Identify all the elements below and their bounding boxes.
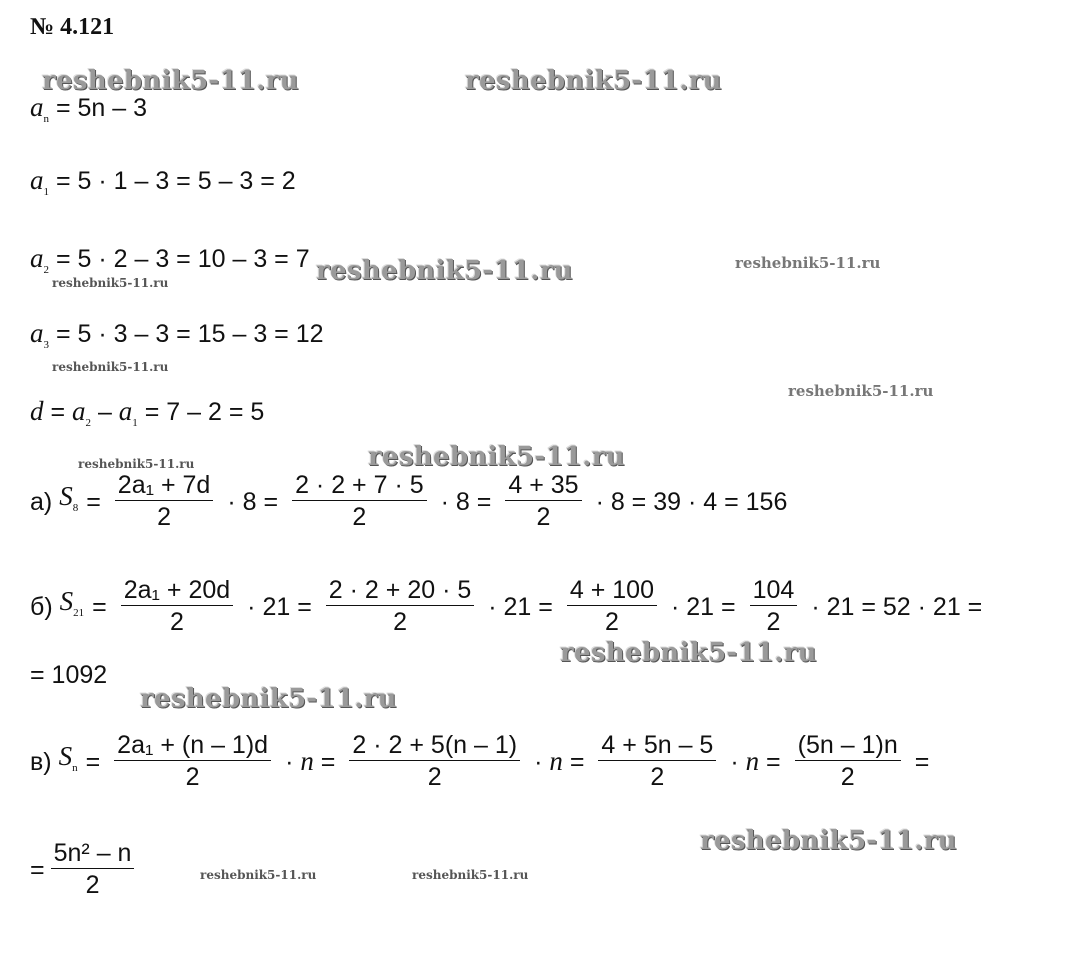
part-v-result: = $\frac{\text{5n² – n}}{2}$ <box>30 838 140 901</box>
watermark: reshebnik5-11.ru <box>200 868 317 882</box>
part-a-label: а) <box>30 487 53 516</box>
denominator: 2 <box>393 608 407 636</box>
numerator: 2a₁ + 7d <box>115 470 214 501</box>
numerator: 2 · 2 + 20 · 5 <box>326 575 474 606</box>
numerator: 2a₁ + 20d <box>121 575 233 606</box>
eq-a2-text: = 5 · 2 – 3 = 10 – 3 = 7 <box>55 245 310 273</box>
fraction <box>121 575 233 638</box>
watermark: reshebnik5-11.ru <box>735 254 881 272</box>
watermark: reshebnik5-11.ru <box>52 360 169 374</box>
fraction <box>567 575 657 638</box>
eq-d-text: = 7 – 2 = 5 <box>144 398 265 426</box>
part-v-label: в) <box>30 747 52 776</box>
fraction <box>598 730 716 793</box>
eq-a1-text: = 5 · 1 – 3 = 5 – 3 = 2 <box>55 167 296 195</box>
denominator: 2 <box>85 871 100 899</box>
denominator: 2 <box>157 503 172 531</box>
denominator: 2 <box>650 763 665 791</box>
fraction <box>795 730 901 793</box>
watermark: reshebnik5-11.ru <box>316 256 573 286</box>
fraction <box>51 838 135 901</box>
part-v: в) $S_n$ = $\frac{\text{2a₁ + (n – 1)d}}{2}$ · n = $\frac{2 \cdot 2 + 5(n - 1)}{2}$ · n = $\frac{4 + 5n - 5}{2}$ · n = $\frac{(5n - 1)n}{2}$ = <box>30 731 930 791</box>
watermark: reshebnik5-11.ru <box>412 868 529 882</box>
part-a: а) $S_8$ = $\frac{\text{2a₁ + 7d}}{2}$ · 8 = $\frac{2 \cdot 2 + 7 \cdot 5}{2}$ · 8 = $\frac{4 + 35}{2}$ · 8 = 39 · 4 = 156 <box>30 471 788 531</box>
watermark: reshebnik5-11.ru <box>788 382 934 400</box>
watermark: reshebnik5-11.ru <box>700 826 957 856</box>
numerator: 2 · 2 + 5(n – 1) <box>349 730 520 761</box>
eq-a3-text: = 5 · 3 – 3 = 15 – 3 = 12 <box>55 320 324 348</box>
numerator: 2a₁ + (n – 1)d <box>114 730 271 761</box>
numerator: 4 + 35 <box>505 470 581 501</box>
watermark: reshebnik5-11.ru <box>78 457 195 471</box>
eq-d: $d = a_2 - a_1 = 7 - 2 = 5$ <box>30 396 265 429</box>
denominator: 2 <box>604 608 619 636</box>
eq-a2: $a_2 = 5 \cdot 2 - 3 = 10 - 3 = 7$ <box>30 243 310 276</box>
fraction <box>115 470 214 533</box>
problem-number: № 4.121 <box>30 14 115 40</box>
numerator: 4 + 5n – 5 <box>598 730 716 761</box>
watermark: reshebnik5-11.ru <box>52 276 169 290</box>
watermark: reshebnik5-11.ru <box>368 442 625 472</box>
fraction <box>349 730 520 793</box>
numerator: 104 <box>750 575 798 606</box>
fraction <box>750 575 798 638</box>
watermark: reshebnik5-11.ru <box>42 66 299 96</box>
part-b-label: б) <box>30 592 53 621</box>
part-b: б) $S_{21}$ = $\frac{\text{2a₁ + 20d}}{2}$ · 21 = $\frac{2 \cdot 2 + 20 \cdot 5}{2}$ · 21 = $\frac{4 + 100}{2}$ · 21 = $\frac{104}{2}$ · 21 = 52 · 21 = <box>30 576 983 636</box>
numerator: 4 + 100 <box>567 575 657 606</box>
denominator: 2 <box>185 763 200 791</box>
fraction <box>326 575 474 638</box>
watermark: reshebnik5-11.ru <box>465 66 722 96</box>
numerator: 5n² – n <box>51 838 135 869</box>
fraction <box>292 470 427 533</box>
eq-a3: $a_3 = 5 \cdot 3 - 3 = 15 - 3 = 12$ <box>30 318 324 351</box>
watermark: reshebnik5-11.ru <box>560 638 817 668</box>
denominator: 2 <box>169 608 184 636</box>
denominator: 2 <box>840 763 855 791</box>
part-b-tail: · 21 = 52 · 21 = <box>811 592 983 621</box>
fraction <box>505 470 581 533</box>
watermark: reshebnik5-11.ru <box>140 684 397 714</box>
denominator: 2 <box>766 608 781 636</box>
numerator: 2 · 2 + 7 · 5 <box>292 470 427 501</box>
denominator: 2 <box>536 503 551 531</box>
eq-an-text: = 5n – 3 <box>55 94 148 122</box>
denominator: 2 <box>427 763 442 791</box>
numerator: (5n – 1)n <box>795 730 901 761</box>
denominator: 2 <box>352 503 367 531</box>
fraction <box>114 730 271 793</box>
eq-a1: $a_1 = 5 \cdot 1 - 3 = 5 - 3 = 2$ <box>30 165 296 198</box>
part-b-result: = 1092 <box>30 661 108 689</box>
part-a-tail: · 8 = 39 · 4 = 156 <box>595 487 788 516</box>
eq-an: $a_n = 5n - 3$ <box>30 92 148 125</box>
